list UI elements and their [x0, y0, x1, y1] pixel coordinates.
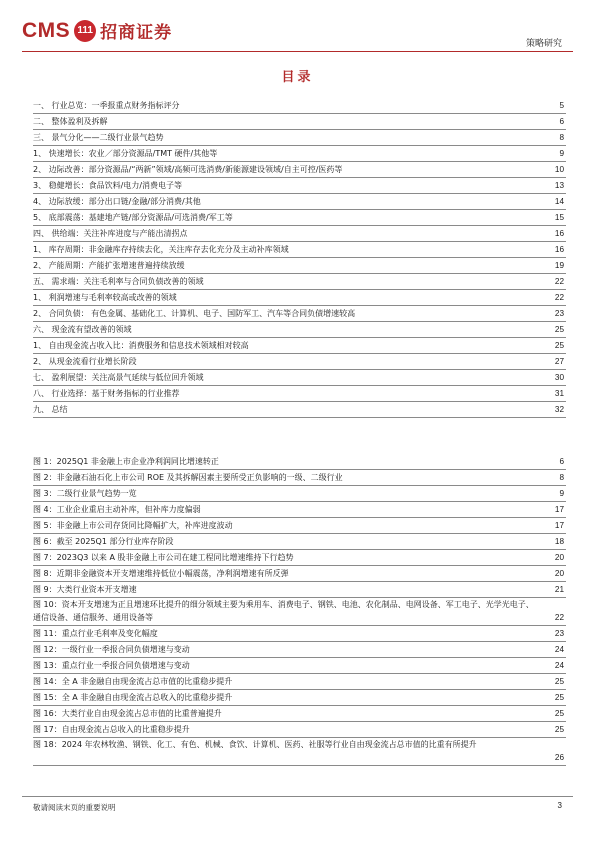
page-number: 3 — [557, 801, 562, 810]
toc-entry[interactable] — [33, 386, 566, 402]
toc-entry-page: 14 — [554, 197, 564, 206]
toc-entry[interactable] — [33, 306, 566, 322]
table-of-contents — [33, 98, 566, 418]
figure-entry-label: 图 11：重点行业毛利率及变化幅度 — [33, 629, 158, 638]
toc-entry-label: 1、 库存周期：非金融库存持续去化，关注库存去化充分及主动补库领域 — [33, 245, 289, 254]
figure-entry[interactable] — [33, 674, 566, 690]
toc-entry[interactable] — [33, 114, 566, 130]
toc-entry[interactable] — [33, 338, 566, 354]
figure-entry[interactable] — [33, 550, 566, 566]
logo-chinese-name: 招商证券 — [100, 23, 173, 43]
toc-entry-label: 一、 行业总览：一季报重点财务指标评分 — [33, 101, 180, 110]
figure-entry-page: 8 — [559, 473, 564, 482]
toc-entry[interactable] — [33, 322, 566, 338]
toc-entry-label: 1、 自由现金流占收入比：消费服务和信息技术领域相对较高 — [33, 341, 249, 350]
figure-entry-label: 图 16：大类行业自由现金流占总市值的比重普遍提升 — [33, 709, 222, 718]
toc-entry[interactable] — [33, 354, 566, 370]
header-divider — [22, 51, 573, 52]
figure-entry[interactable] — [33, 738, 566, 766]
figure-entry-label: 图 1：2025Q1 非金融上市企业净利润同比增速转正 — [33, 457, 219, 466]
figure-entry-page: 21 — [554, 585, 564, 594]
figure-entry-page: 25 — [554, 725, 564, 734]
toc-entry-label: 2、 从现金流看行业增长阶段 — [33, 357, 137, 366]
toc-entry-label: 5、 底部震荡：基建地产链/部分资源品/可选消费/军工等 — [33, 213, 233, 222]
toc-entry-page: 19 — [554, 261, 564, 270]
toc-entry-label: 二、 整体盈利及拆解 — [33, 117, 108, 126]
figure-entry-page: 18 — [554, 537, 564, 546]
figure-entry-label: 图 13：重点行业一季报合同负债增速与变动 — [33, 661, 190, 670]
figure-entry-page: 26 — [554, 753, 564, 762]
figure-entry-page: 6 — [559, 457, 564, 466]
figure-entry-page: 25 — [554, 709, 564, 718]
toc-entry[interactable] — [33, 194, 566, 210]
toc-entry-page: 9 — [559, 149, 564, 158]
toc-entry[interactable] — [33, 226, 566, 242]
toc-entry-page: 16 — [554, 245, 564, 254]
figure-entry-page: 25 — [554, 677, 564, 686]
toc-entry-page: 22 — [554, 293, 564, 302]
toc-entry[interactable] — [33, 290, 566, 306]
figure-entry[interactable] — [33, 658, 566, 674]
figure-entry[interactable] — [33, 642, 566, 658]
toc-entry[interactable] — [33, 402, 566, 418]
figure-entry-label: 图 10：资本开支增速为正且增速环比提升的细分领域主要为乘用车、消费电子、钢铁、电池、农化制品、电网设备、军工电子、光学光电子、通信设备、通信服务、通用设备等 — [33, 600, 534, 622]
toc-entry-label: 1、 利润增速与毛利率较高或改善的领域 — [33, 293, 177, 302]
toc-entry-label: 五、 需求端：关注毛利率与合同负债改善的领域 — [33, 277, 204, 286]
toc-entry-label: 2、 合同负债： 有色金属、基础化工、计算机、电子、国防军工、汽车等合同负债增速较高 — [33, 309, 356, 318]
report-type: 策略研究 — [525, 39, 562, 49]
toc-entry-page: 32 — [554, 405, 564, 414]
toc-entry-label: 1、 快速增长：农业／部分资源品/TMT 硬件/其他等 — [33, 149, 218, 158]
toc-entry-page: 30 — [554, 373, 564, 382]
figure-entry-label: 图 4：工业企业重启主动补库，但补库力度偏弱 — [33, 505, 201, 514]
toc-entry-label: 2、 边际改善：部分资源品/“两新”领域/高频可选消费/新能源建设领域/自主可控/医药等 — [33, 165, 343, 174]
figure-entry-page: 20 — [554, 553, 564, 562]
toc-entry-page: 16 — [554, 229, 564, 238]
toc-entry[interactable] — [33, 370, 566, 386]
figure-entry-page: 25 — [554, 693, 564, 702]
page-header — [0, 0, 595, 60]
figure-entry[interactable] — [33, 690, 566, 706]
toc-entry-label: 4、 边际放缓：部分出口链/金融/部分消费/其他 — [33, 197, 201, 206]
toc-entry[interactable] — [33, 274, 566, 290]
figure-entry-label: 图 15：全 A 非金融自由现金流占总收入的比重稳步提升 — [33, 693, 233, 702]
logo-cms-text: CMS — [22, 18, 71, 42]
toc-entry-page: 8 — [559, 133, 564, 142]
toc-entry-label: 七、 盈利展望：关注高景气延续与低位回升领域 — [33, 373, 204, 382]
figure-entry-page: 24 — [554, 661, 564, 670]
toc-entry-page: 10 — [554, 165, 564, 174]
figure-entry-label: 图 8：近期非金融资本开支增速维持低位小幅震荡，净利润增速有所反弹 — [33, 569, 289, 578]
figure-entry[interactable] — [33, 486, 566, 502]
figure-entry-label: 图 18：2024 年农林牧渔、钢铁、化工、有色、机械、食饮、计算机、医药、社服等行业自由现金流占总市值的比重有所提升 — [33, 740, 477, 749]
figure-entry[interactable] — [33, 722, 566, 738]
toc-entry-label: 六、 现金流有望改善的领域 — [33, 325, 132, 334]
figure-entry[interactable] — [33, 518, 566, 534]
toc-entry-page: 22 — [554, 277, 564, 286]
toc-entry[interactable] — [33, 130, 566, 146]
toc-entry-label: 四、 供给端：关注补库进度与产能出清拐点 — [33, 229, 188, 238]
figure-entry-label: 图 12：一级行业一季报合同负债增速与变动 — [33, 645, 190, 654]
page-title: 目录 — [281, 70, 314, 85]
figure-entry-page: 23 — [554, 629, 564, 638]
toc-entry-page: 13 — [554, 181, 564, 190]
company-logo — [22, 18, 172, 43]
toc-entry-page: 5 — [559, 101, 564, 110]
figure-entry-label: 图 2：非金融石油石化上市公司 ROE 及其拆解因素主要所受正负影响的一级、二级行业 — [33, 473, 343, 482]
toc-entry-page: 23 — [554, 309, 564, 318]
figure-list — [33, 454, 566, 766]
figure-entry-page: 17 — [554, 505, 564, 514]
toc-entry[interactable] — [33, 210, 566, 226]
toc-entry[interactable] — [33, 146, 566, 162]
figure-entry[interactable] — [33, 534, 566, 550]
toc-entry[interactable] — [33, 98, 566, 114]
toc-entry-label: 2、 产能周期：产能扩张增速普遍持续放缓 — [33, 261, 185, 270]
figure-entry[interactable] — [33, 598, 566, 626]
figure-entry[interactable] — [33, 566, 566, 582]
figure-entry[interactable] — [33, 502, 566, 518]
figure-entry-label: 图 5：非金融上市公司存货同比降幅扩大，补库进度波动 — [33, 521, 233, 530]
figure-entry[interactable] — [33, 706, 566, 722]
toc-entry[interactable] — [33, 162, 566, 178]
toc-entry[interactable] — [33, 258, 566, 274]
figure-entry-label: 图 17：自由现金流占总收入的比重稳步提升 — [33, 725, 190, 734]
figure-entry[interactable] — [33, 470, 566, 486]
figure-entry-label: 图 14：全 A 非金融自由现金流占总市值的比重稳步提升 — [33, 677, 233, 686]
figure-entry-page: 17 — [554, 521, 564, 530]
toc-entry-label: 三、 景气分化——二级行业景气趋势 — [33, 133, 164, 142]
figure-entry[interactable] — [33, 454, 566, 470]
footer-disclaimer: 敬请阅读末页的重要说明 — [33, 803, 116, 812]
logo-badge-icon: 111 — [74, 20, 96, 42]
toc-entry-page: 27 — [554, 357, 564, 366]
toc-entry-page: 15 — [554, 213, 564, 222]
footer-divider — [22, 796, 573, 797]
figure-entry-label: 图 7：2023Q3 以来 A 股非金融上市公司在建工程同比增速维持下行趋势 — [33, 553, 294, 562]
toc-entry-page: 25 — [554, 341, 564, 350]
figure-entry-page: 22 — [554, 613, 564, 622]
figure-entry-label: 图 9：大类行业资本开支增速 — [33, 585, 137, 594]
figure-entry[interactable] — [33, 582, 566, 598]
figure-entry-label: 图 6：截至 2025Q1 部分行业库存阶段 — [33, 537, 174, 546]
figure-entry-page: 9 — [559, 489, 564, 498]
toc-entry-page: 31 — [554, 389, 564, 398]
toc-entry-label: 八、 行业选择：基于财务指标的行业推荐 — [33, 389, 180, 398]
figure-entry-label: 图 3：二级行业景气趋势一览 — [33, 489, 137, 498]
toc-entry[interactable] — [33, 242, 566, 258]
figure-entry[interactable] — [33, 626, 566, 642]
toc-entry-label: 九、 总结 — [33, 405, 68, 414]
figure-entry-page: 20 — [554, 569, 564, 578]
figure-entry-page: 24 — [554, 645, 564, 654]
toc-entry-label: 3、 稳健增长：食品饮料/电力/消费电子等 — [33, 181, 183, 190]
toc-entry-page: 6 — [559, 117, 564, 126]
toc-entry-page: 25 — [554, 325, 564, 334]
toc-entry[interactable] — [33, 178, 566, 194]
